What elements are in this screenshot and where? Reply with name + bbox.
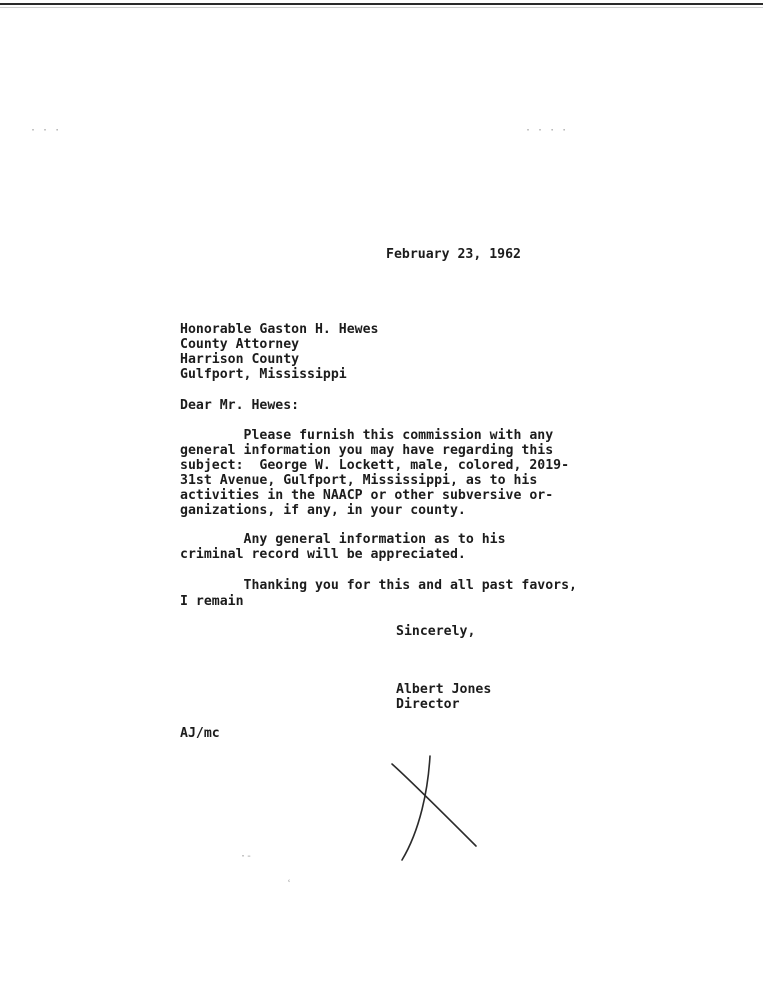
signer-name: Albert Jones (396, 682, 492, 697)
body-paragraph-3-line: Thanking you for this and all past favors, (180, 578, 577, 593)
body-paragraph-1-line: Please furnish this commission with any (180, 428, 554, 443)
body-paragraph-2-line: criminal record will be appreciated. (180, 547, 466, 562)
body-paragraph-1-line: 31st Avenue, Gulfport, Mississippi, as to his (180, 473, 538, 488)
scan-speck: ·- (240, 851, 253, 862)
body-paragraph-1-line: activities in the NAACP or other subversive or- (180, 488, 554, 503)
handwritten-x-mark (380, 750, 490, 870)
reference-initials: AJ/mc (180, 726, 220, 741)
body-paragraph-1-line: ganizations, if any, in your county. (180, 503, 466, 518)
top-edge-rule-faint (0, 7, 763, 8)
recipient-city: Gulfport, Mississippi (180, 367, 347, 382)
recipient-name: Honorable Gaston H. Hewes (180, 322, 379, 337)
salutation: Dear Mr. Hewes: (180, 398, 300, 413)
scan-speck: ʿ (286, 879, 293, 890)
body-paragraph-3-line: I remain (180, 594, 244, 609)
closing: Sincerely, (396, 624, 476, 639)
scan-speck: · · · (30, 125, 61, 136)
letter-date: February 23, 1962 (386, 247, 521, 262)
recipient-title: County Attorney (180, 337, 300, 352)
body-paragraph-2-line: Any general information as to his (180, 532, 506, 547)
recipient-county: Harrison County (180, 352, 300, 367)
scan-speck: · · · · (525, 125, 568, 136)
top-edge-rule (0, 3, 763, 5)
body-paragraph-1-line: general information you may have regarding this (180, 443, 554, 458)
signer-title: Director (396, 697, 460, 712)
body-paragraph-1-line: subject: George W. Lockett, male, colored, 2019- (180, 458, 570, 473)
